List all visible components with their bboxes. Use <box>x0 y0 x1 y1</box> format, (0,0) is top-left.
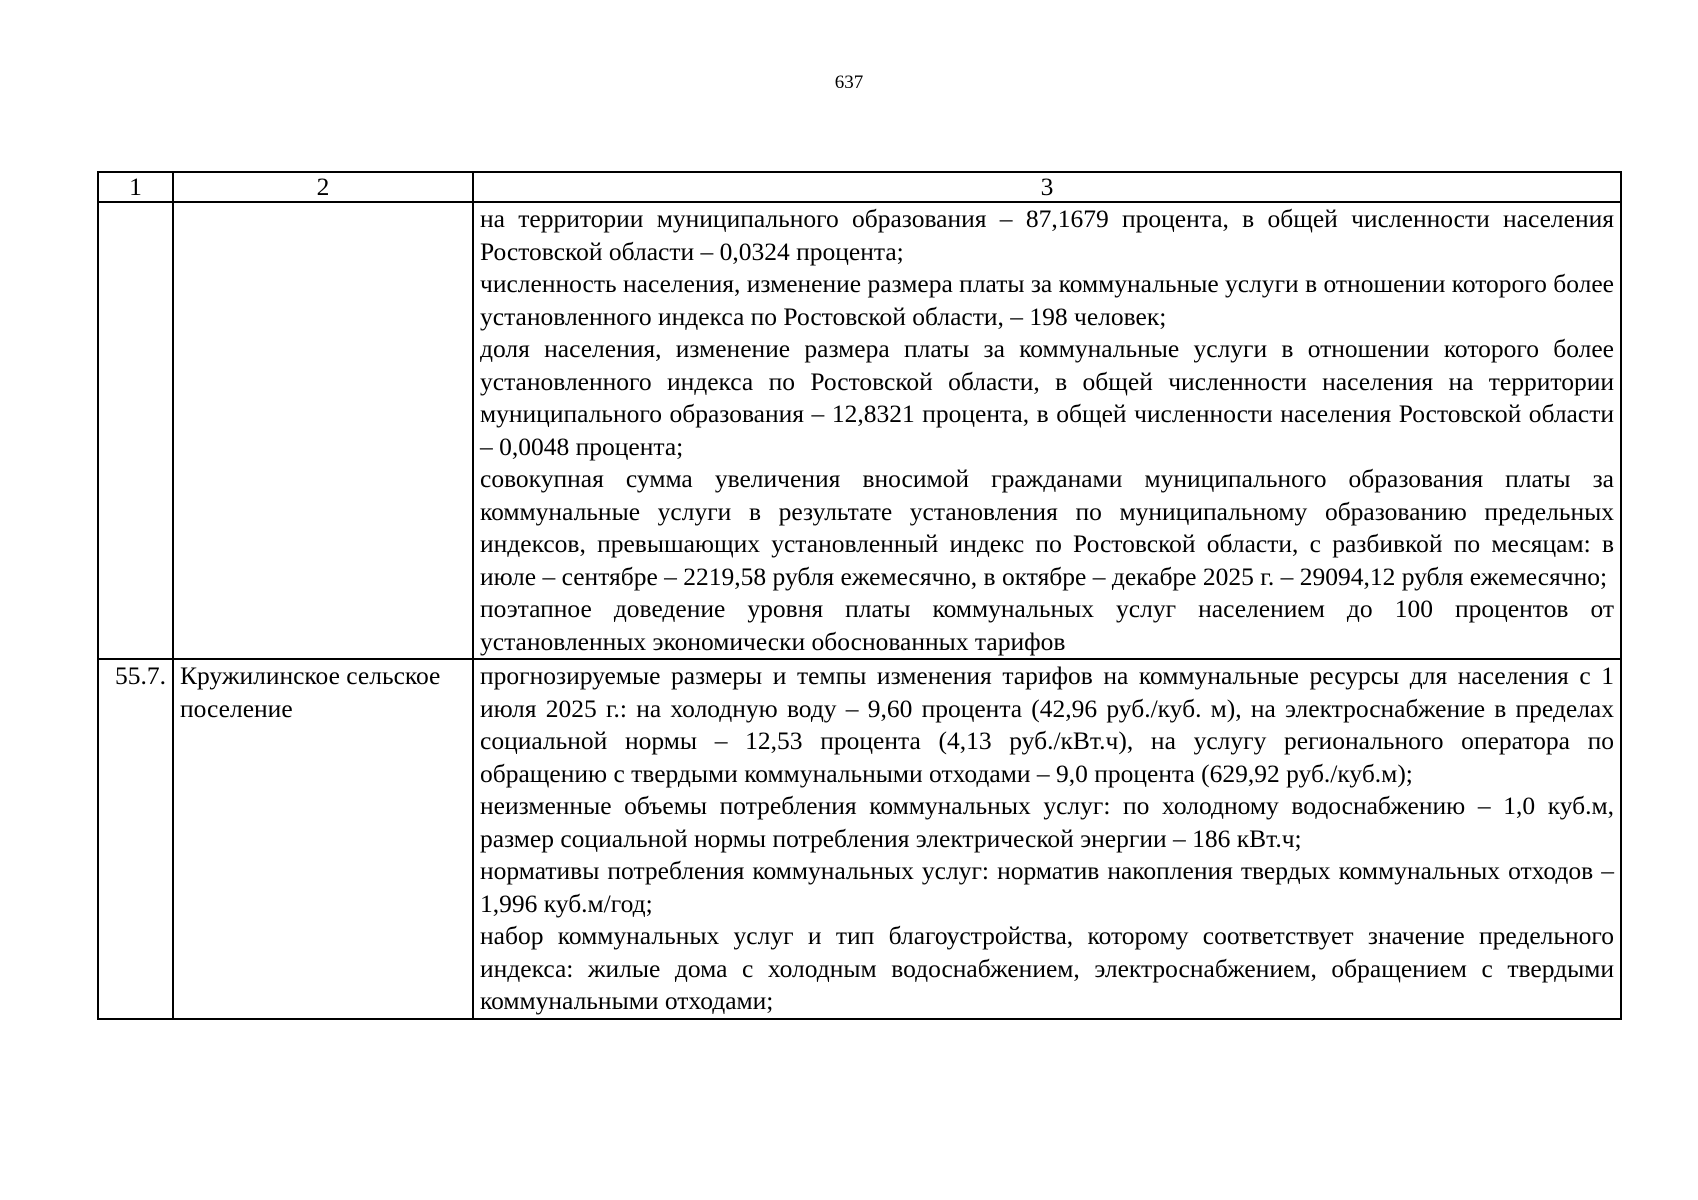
row-number-cell: 55.7. <box>98 659 173 1019</box>
paragraph: неизменные объемы потребления коммунальных услуг: по холодному водоснабжению – 1,0 куб.м, размер социальной нормы потребления электрической энергии – 186 кВт.ч; <box>480 791 1614 853</box>
paragraph: набор коммунальных услуг и тип благоустройства, которому соответствует значение предельного индекса: жилые дома с холодным водоснабжением, электроснабжением, обращением с твердыми коммунальными отходами; <box>480 921 1614 1015</box>
data-table <box>97 171 1622 1020</box>
paragraph: поэтапное доведение уровня платы коммунальных услуг населением до 100 процентов от установленных экономически обоснованных тарифов <box>480 594 1614 656</box>
row-name-cell: Кружилинское сельское поселение <box>173 659 473 1019</box>
row-text-cell <box>473 202 1621 659</box>
row-text-cell <box>473 659 1621 1019</box>
paragraph: прогнозируемые размеры и темпы изменения тарифов на коммунальные ресурсы для населения с 1 июля 2025 г.: на холодную воду – 9,60 процента (42,96 руб./куб. м), на электроснабжение в пределах социальной нормы – 12,53 процента (4,13 руб./кВт.ч), на услугу регионального оператора по обращению с твердыми коммунальными отходами – 9,0 процента (629,92 руб./куб.м); <box>480 661 1614 788</box>
table-header-row <box>98 172 1621 202</box>
column-header-2: 2 <box>173 172 473 202</box>
paragraph: нормативы потребления коммунальных услуг: норматив накопления твердых коммунальных отходов – 1,996 куб.м/год; <box>480 856 1614 918</box>
paragraph: доля населения, изменение размера платы за коммунальные услуги в отношении которого более установленного индекса по Ростовской области, в общей численности населения на территории муниципального образования – 12,8321 процента, в общей численности населения Ростовской области – 0,0048 процента; <box>480 334 1614 461</box>
paragraph: численность населения, изменение размера платы за коммунальные услуги в отношении которого более установленного индекса по Ростовской области, – 198 человек; <box>480 269 1614 331</box>
page-number: 637 <box>834 72 864 93</box>
paragraph: на территории муниципального образования – 87,1679 процента, в общей численности населения Ростовской области – 0,0324 процента; <box>480 204 1614 266</box>
paragraph: совокупная сумма увеличения вносимой гражданами муниципального образования платы за коммунальные услуги в результате установления по муниципальному образованию предельных индексов, превышающих установленный индекс по Ростовской области, с разбивкой по месяцам: в июле – сентябре – 2219,58 рубля ежемесячно, в октябре – декабре 2025 г. – 29094,12 рубля ежемесячно; <box>480 464 1614 591</box>
table-row <box>98 202 1621 659</box>
column-header-3: 3 <box>473 172 1621 202</box>
column-header-1: 1 <box>98 172 173 202</box>
table-row <box>98 659 1621 1019</box>
row-number-cell <box>98 202 173 659</box>
row-name-cell <box>173 202 473 659</box>
